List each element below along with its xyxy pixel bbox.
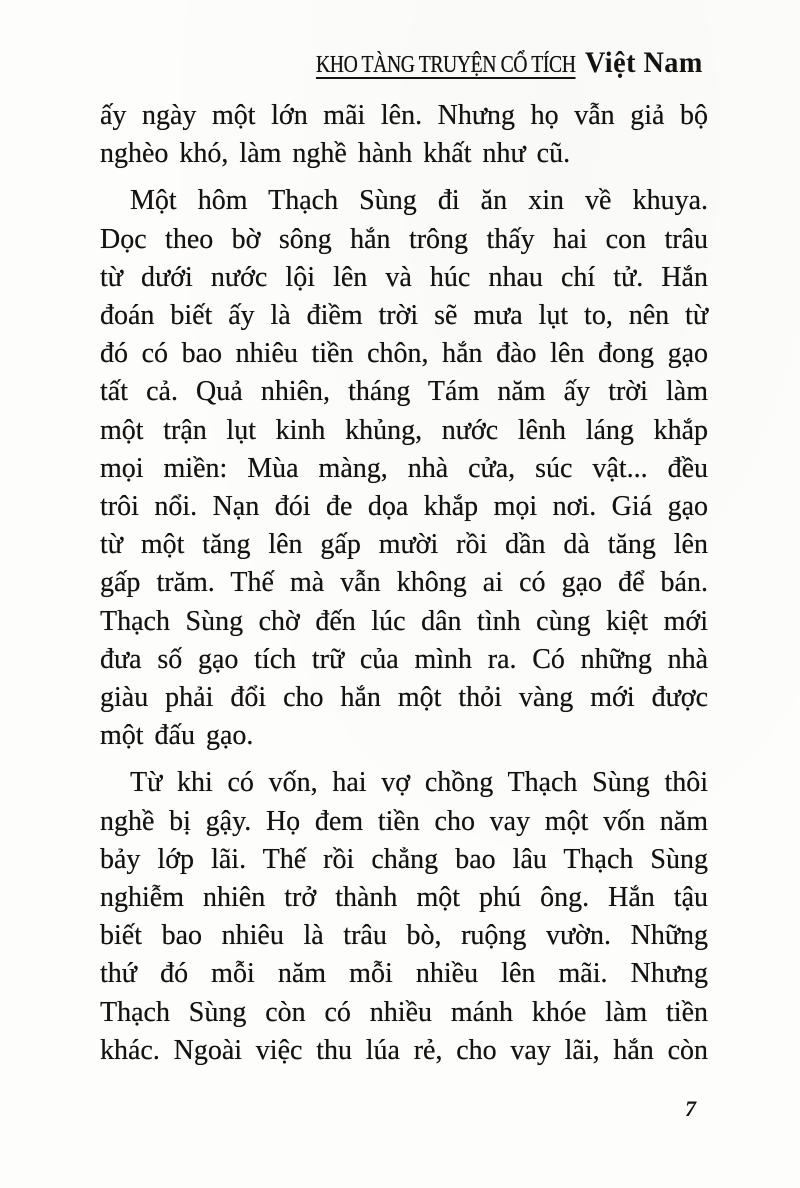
- paragraph: [100, 182, 708, 755]
- text-line: biết bao nhiêu là trâu bò, ruộng vườn. Những: [100, 920, 708, 952]
- page-number: 7: [685, 1096, 696, 1121]
- text-line: khác. Ngoài việc thu lúa rẻ, cho vay lãi, hắn còn: [100, 1034, 708, 1066]
- text-line: đưa số gạo tích trữ của mình ra. Có những nhà: [100, 643, 708, 675]
- text-line: nghề bị gậy. Họ đem tiền cho vay một vốn năm: [100, 805, 708, 837]
- text-line: Thạch Sùng chờ đến lúc dân tình cùng kiệt mới: [100, 605, 708, 637]
- book-title: Việt Nam: [584, 46, 703, 79]
- text-line: đoán biết ấy là điềm trời sẽ mưa lụt to, nên từ: [100, 300, 708, 332]
- text-line: Dọc theo bờ sông hắn trông thấy hai con trâu: [100, 223, 708, 255]
- text-line: ấy ngày một lớn mãi lên. Nhưng họ vẫn giả bộ: [100, 100, 708, 131]
- text-line: đó có bao nhiêu tiền chôn, hắn đào lên đong gạo: [100, 338, 708, 370]
- text-line: một trận lụt kinh khủng, nước lênh láng khắp: [100, 414, 708, 446]
- text-line: thứ đó mỗi năm mỗi nhiều lên mãi. Nhưng: [100, 958, 708, 990]
- text-line: từ một tăng lên gấp mười rồi dần dà tăng lên: [100, 529, 708, 561]
- text-line: bảy lớp lãi. Thế rồi chẳng bao lâu Thạch Sùng: [100, 843, 708, 875]
- text-line: nghèo khó, làm nghề hành khất như cũ.: [100, 138, 571, 170]
- text-line: trôi nổi. Nạn đói đe dọa khắp mọi nơi. Giá gạo: [100, 491, 708, 523]
- text-line: gấp trăm. Thế mà vẫn không ai có gạo để bán.: [100, 567, 708, 599]
- story-text: [100, 97, 708, 1070]
- text-line: giàu phải đổi cho hắn một thỏi vàng mới được: [100, 682, 708, 714]
- series-title: KHO TÀNG TRUYỆN CỔ TÍCH: [316, 52, 576, 78]
- text-line: nghiễm nhiên trở thành một phú ông. Hắn tậu: [100, 882, 708, 914]
- text-line: Từ khi có vốn, hai vợ chồng Thạch Sùng thôi: [130, 767, 708, 799]
- text-line: Thạch Sùng còn có nhiều mánh khóe làm tiền: [100, 996, 708, 1028]
- paragraph: [100, 764, 708, 1070]
- text-line: tất cả. Quả nhiên, tháng Tám năm ấy trời làm: [100, 376, 708, 408]
- paragraph: [100, 97, 708, 173]
- text-line: từ dưới nước lội lên và húc nhau chí tử. Hắn: [100, 261, 708, 293]
- running-head: [259, 46, 710, 80]
- text-line: mọi miền: Mùa màng, nhà cửa, súc vật... đều: [100, 452, 708, 484]
- text-line: Một hôm Thạch Sùng đi ăn xin về khuya.: [130, 185, 708, 217]
- text-line: một đấu gạo.: [100, 720, 254, 752]
